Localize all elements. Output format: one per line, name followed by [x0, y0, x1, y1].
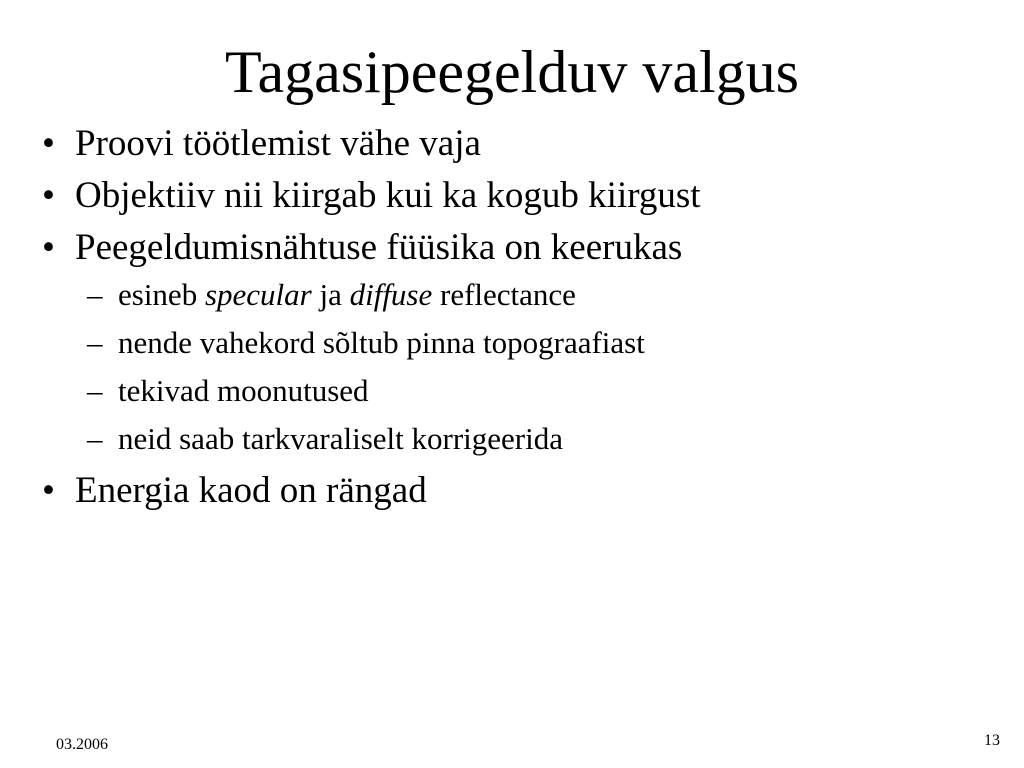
slide-title: Tagasipeegelduv valgus	[225, 39, 799, 105]
sub-bullet-text-prefix: esineb	[118, 277, 205, 312]
sub-bullet-emphasis-diffuse: diffuse	[349, 277, 433, 312]
sub-bullet-text-middle: ja	[311, 277, 350, 312]
bullet-text: Peegeldumisnähtuse füüsika on keerukas	[75, 227, 683, 268]
sub-bullet-item	[40, 373, 1000, 409]
sub-bullet-group	[40, 277, 1000, 457]
sub-bullet-list	[40, 277, 1000, 457]
bullet-marker: •	[42, 175, 55, 216]
bullet-marker: •	[42, 123, 55, 164]
bullet-marker: •	[42, 470, 55, 511]
dash-marker: –	[87, 373, 103, 408]
bullet-item	[40, 122, 1000, 166]
sub-bullet-item	[40, 325, 1000, 361]
sub-bullet-item	[40, 421, 1000, 457]
bullet-item	[40, 226, 1000, 270]
footer-date: 03.2006	[56, 736, 108, 753]
sub-bullet-item	[40, 277, 1000, 313]
sub-bullet-text: tekivad moonutused	[118, 373, 369, 408]
sub-bullet-text: neid saab tarkvaraliselt korrigeerida	[118, 421, 563, 456]
dash-marker: –	[87, 325, 103, 360]
bullet-item	[40, 469, 1000, 513]
bullet-item	[40, 174, 1000, 218]
slide-number: 13	[984, 732, 1000, 749]
bullet-text: Proovi töötlemist vähe vaja	[75, 123, 481, 164]
bullet-text: Objektiiv nii kiirgab kui ka kogub kiirgust	[75, 175, 701, 216]
bullet-text: Energia kaod on rängad	[75, 470, 427, 511]
sub-bullet-emphasis-specular: specular	[204, 277, 312, 312]
dash-marker: –	[87, 421, 103, 456]
dash-marker: –	[87, 277, 103, 312]
sub-bullet-text-suffix: reflectance	[432, 277, 576, 312]
bullet-marker: •	[42, 227, 55, 268]
sub-bullet-text: nende vahekord sõltub pinna topograafiast	[118, 325, 645, 360]
bullet-list	[40, 122, 1000, 521]
